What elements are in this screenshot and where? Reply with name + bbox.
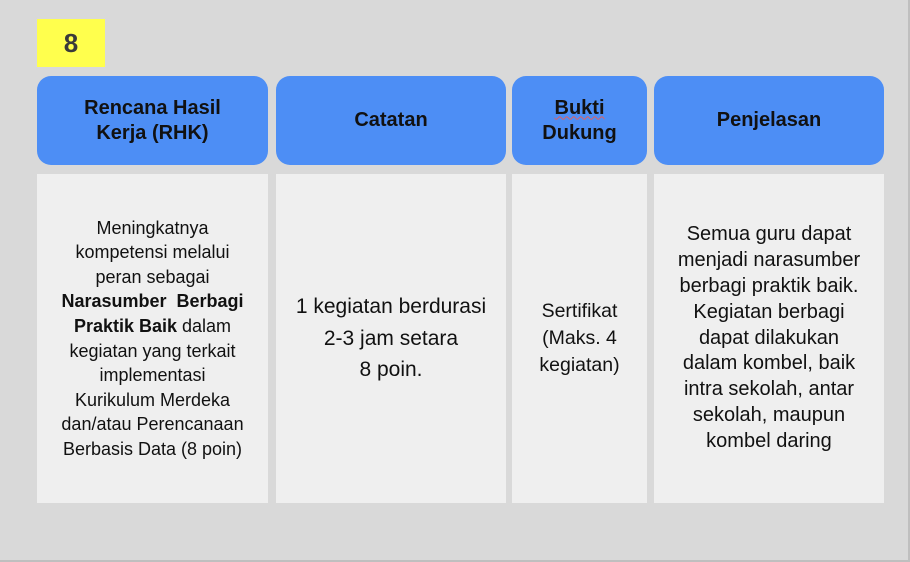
rhk-line: kegiatan yang terkait (69, 340, 236, 361)
header-bukti-line1: Bukti (554, 96, 605, 119)
rhk-line: Berbasis Data (8 poin) (62, 438, 243, 459)
penjelasan-line: sekolah, maupun (692, 403, 846, 426)
rhk-line: Kurikulum Merdeka (74, 389, 231, 410)
rhk-line: dan/atau Perencanaan (61, 414, 244, 435)
penjelasan-line: dapat dilakukan (698, 326, 840, 349)
rhk-line: peran sebagai (95, 266, 210, 287)
rhk-line: Meningkatnya (96, 217, 209, 238)
cell-penjelasan (654, 174, 884, 503)
header-catatan (276, 76, 506, 165)
penjelasan-line: menjadi narasumber (677, 249, 861, 272)
bukti-line: Sertifikat (541, 300, 618, 322)
header-rhk-line1: Rencana Hasil (84, 96, 221, 119)
cell-catatan (276, 174, 506, 503)
penjelasan-line: intra sekolah, antar (683, 378, 855, 401)
penjelasan-line: Semua guru dapat (686, 223, 852, 246)
header-penjelasan (654, 76, 884, 165)
rhk-bold-praktik-baik: Praktik Baik (73, 315, 178, 336)
header-rhk-line2: Kerja (RHK) (96, 121, 209, 144)
rhk-line: implementasi (99, 365, 206, 386)
penjelasan-line: dalam kombel, baik (682, 352, 856, 375)
catatan-line: 8 poin. (359, 358, 423, 382)
bukti-line: (Maks. 4 (542, 327, 617, 349)
catatan-line: 1 kegiatan berdurasi (295, 295, 487, 319)
bukti-line: kegiatan) (539, 354, 620, 376)
cell-rhk (37, 174, 268, 503)
penjelasan-line: berbagi praktik baik. (679, 275, 859, 297)
header-bukti-dukung (512, 76, 647, 165)
header-rhk (37, 76, 268, 165)
rhk-line: dalam (177, 315, 232, 336)
rhk-bold-narasumber: Narasumber Berbagi (61, 291, 244, 312)
penjelasan-line: kombel daring (706, 429, 832, 452)
cell-bukti-dukung (512, 174, 647, 503)
penjelasan-line: Kegiatan berbagi (693, 300, 845, 323)
item-number: 8 (63, 27, 79, 58)
header-catatan-label: Catatan (354, 109, 428, 131)
header-bukti-line2: Dukung (542, 121, 617, 144)
catatan-line: 2-3 jam setara (323, 326, 459, 350)
header-penjelasan-label: Penjelasan (716, 109, 822, 131)
item-number-badge (37, 19, 105, 67)
rhk-line: kompetensi melalui (75, 242, 230, 263)
